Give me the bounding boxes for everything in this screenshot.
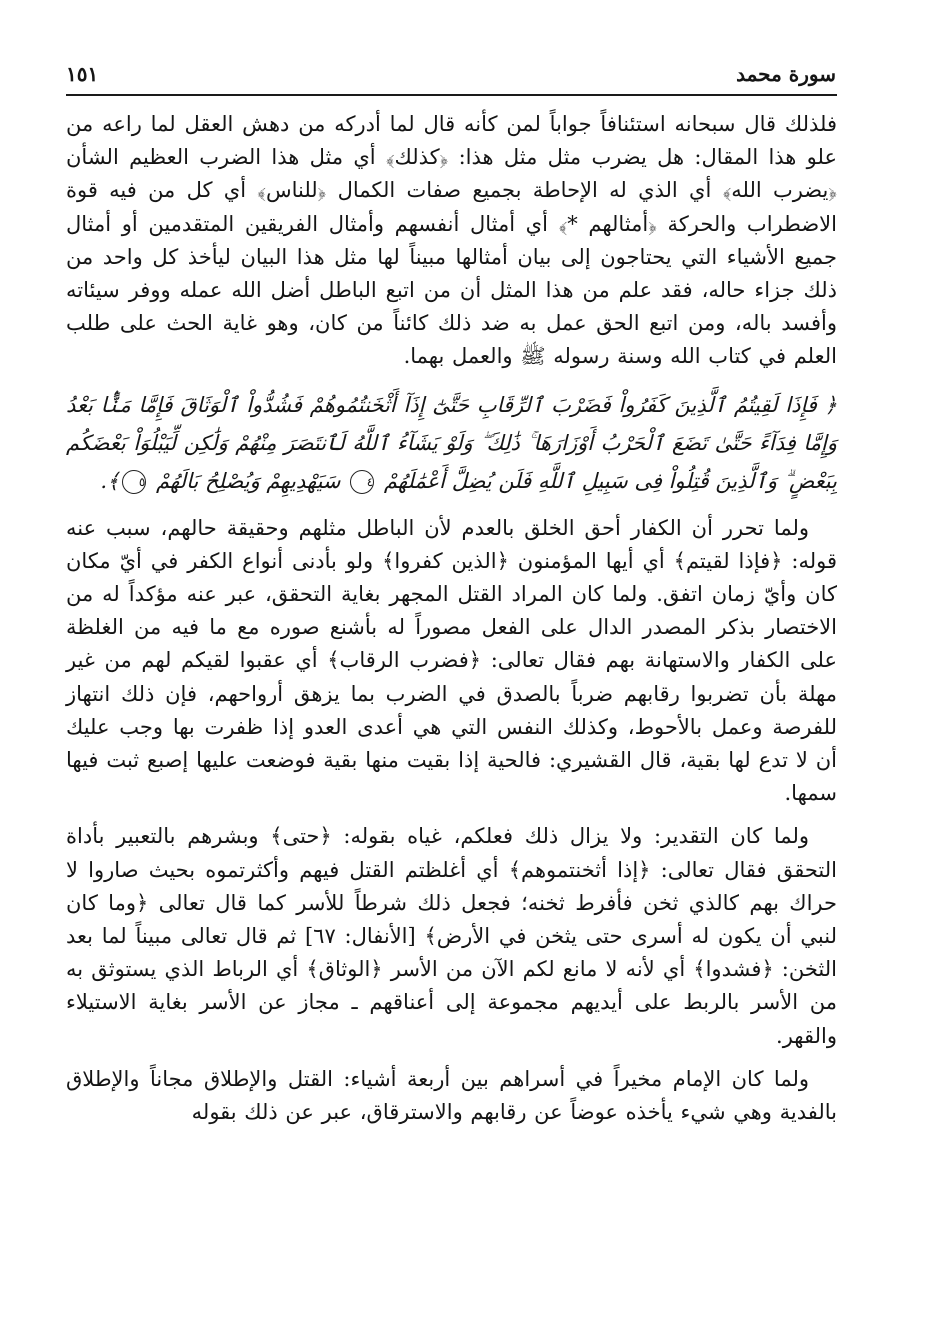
paragraph-2: ولما تحرر أن الكفار أحق الخلق بالعدم لأن الباطل مثلهم وحقيقة حالهم، سبب عنه قوله: ﴿فإذا لقيتم﴾ أي أيها المؤمنون ﴿الذين كفروا﴾ ولو بأدنى أنواع الكفر في أيّ مكان كان وأيّ زمان اتفق. ولما كان المراد القتل المجهر بغاية التحقق، عبر عنه مؤكداً له من الاختصار بذكر المصدر الدال على الفعل مصوراً له بأشنع صوره مع ما فيه من الغلظة على الكفار والاستهانة بهم فقال تعالى: ﴿فضرب الرقاب﴾ أي عقبوا لقيكم لهم من غير مهلة بأن تضربوا رقابهم ضرباً بالصدق في الضرب بما يزهق أرواحهم، فإن ذلك انتهاز للفرصة وعمل بالأحوط، وكذلك النفس التي هي أعدى العدو إذا ظفرت بها وجب عليك أن لا تدع لها بقية، قال القشيري: فالحية إذا بقيت منها بقية فوضعت عليها إصبع ثبت فيها سمها.: [66, 515, 837, 806]
verse-number-5-marker: ٥: [122, 470, 146, 494]
paragraph-4: ولما كان الإمام مخيراً في أسراهم بين أربعة أشياء: القتل والإطلاق مجاناً والإطلاق بالفدية وهي شيء يأخذه عوضاً عن رقابهم والاسترقاق، عبر عن ذلك بقوله: [66, 1066, 837, 1125]
quran-verse: [66, 386, 837, 500]
verse-text-2: سَيَهْدِيهِمْ وَيُصْلِحُ بَالَهُمْ: [156, 468, 341, 493]
page-number: ١٥١: [66, 62, 99, 86]
paragraph-1: فلذلك قال سبحانه استئنافاً جواباً لمن كأنه قال لما أدركه من دهش العقل لما راعه من علو هذا المقال: هل يضرب مثل مثل هذا: ﴿كذلك﴾ أي مثل هذا الضرب العظيم الشأن ﴿يضرب الله﴾ أي الذي له الإحاطة بجميع صفات الكمال ﴿للناس﴾ أي كل من فيه قوة الاضطراب والحركة ﴿أمثالهم *﴾ أي أمثال أنفسهم وأمثال الفريقين المتقدمين أو أمثال جميع الأشياء التي يحتاجون إلى بيان أمثالها مبيناً لها مثل هذا البيان ليأخذ كل واحد من ذلك جزاء حاله، فقد علم من هذا المثل أن من اتبع الباطل أضل الله عمله ووفر سيئاته وأفسد باله، ومن اتبع الحق عمل به ضد ذلك كائناً من كان، وهو غاية الحث على طلب العلم في كتاب الله وسنة رسوله ﷺ والعمل بهما.: [66, 112, 837, 369]
paragraph-3: ولما كان التقدير: ولا يزال ذلك فعلكم، غياه بقوله: ﴿حتى﴾ وبشرهم بالتعبير بأداة التحقق فقال تعالى: ﴿إذا أثخنتموهم﴾ أي أغلظتم القتل فيهم وأكثرتموه بحيث صاروا لا حراك بهم كالذي ثخن فأفرط ثخنه؛ فجعل ذلك شرطاً للأسر كما قال تعالى ﴿وما كان لنبي أن يكون له أسرى حتى يثخن في الأرض﴾ [الأنفال: ٦٧] ثم قال تعالى مبيناً لما بعد الثخن: ﴿فشدوا﴾ أي لأنه لا مانع لكم الآن من الأسر ﴿الوثاق﴾ أي الرباط الذي يستوثق به من الأسر بالربط على أيديهم مجموعة إلى أعناقهم ـ مجاز عن الأسر بغاية الاستيلاء والقهر.: [66, 824, 837, 1048]
page-header: [66, 58, 836, 92]
page-body: [66, 108, 837, 1129]
verse-number-4-marker: ٤: [350, 470, 374, 494]
verse-text: ﴿ فَإِذَا لَقِيتُمُ ٱلَّذِينَ كَفَرُواْ فَضَرْبَ ٱلرِّقَابِ حَتَّىٰٓ إِذَآ أَثْخَنتُمُوهُمْ فَشُدُّواْ ٱلْوَثَاقَ فَإِمَّا مَنًّۢا بَعْدُ وَإِمَّا فِدَآءً حَتَّىٰ تَضَعَ ٱلْحَرْبُ أَوْزَارَهَا ۚ ذَٰلِكَ ۖ وَلَوْ يَشَآءُ ٱللَّهُ لَٱنتَصَرَ مِنْهُمْ وَلَٰكِن لِّيَبْلُوَاْ بَعْضَكُم بِبَعْضٍ ۗ وَٱلَّذِينَ قُتِلُواْ فِى سَبِيلِ ٱللَّهِ فَلَن يُضِلَّ أَعْمَٰلَهُمْ: [66, 392, 837, 493]
verse-closing: ﴾.: [100, 468, 120, 493]
header-divider: [66, 94, 837, 96]
surah-title: سورة محمد: [736, 62, 836, 86]
